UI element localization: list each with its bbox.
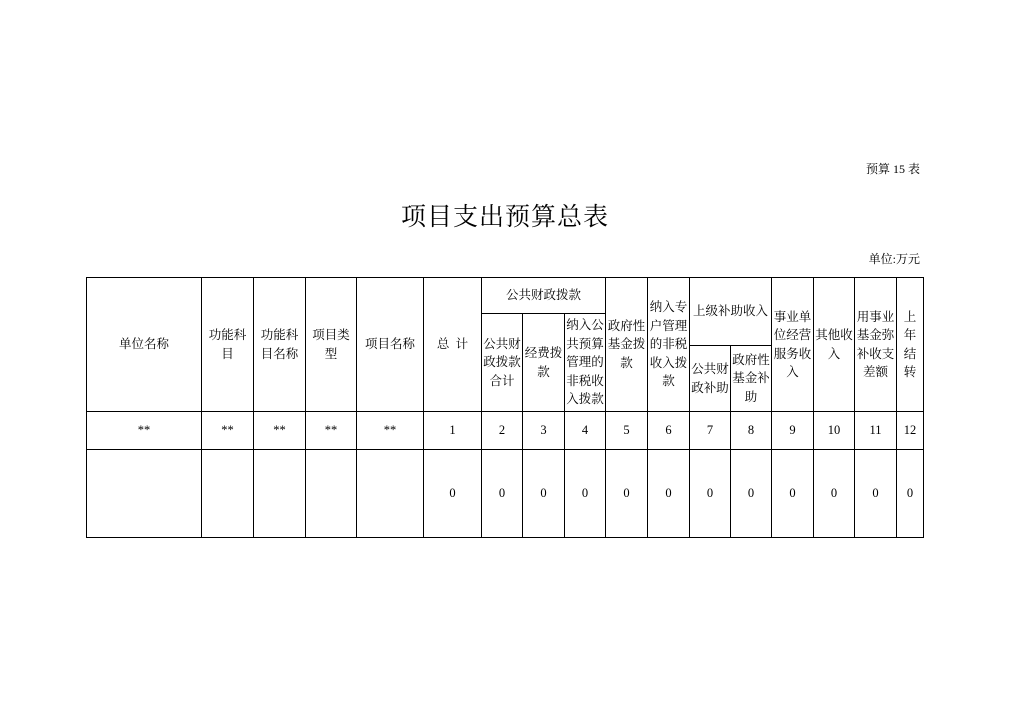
index-cell: 3: [523, 412, 565, 450]
header-public-finance-subtotal: [482, 314, 523, 412]
budget-table: [86, 277, 924, 538]
header-label: 公共财政拨款合计: [483, 336, 521, 388]
amount-cell: 0: [523, 450, 565, 538]
header-label: 功能科目名称: [260, 328, 299, 361]
header-label: 上级补助收入: [693, 304, 769, 319]
index-cell: **: [87, 412, 202, 450]
header-superior-public-finance: [690, 346, 731, 412]
project-name-cell: [357, 450, 424, 538]
index-row: [87, 412, 924, 450]
header-label: 上年结转: [903, 309, 917, 379]
header-label: 政府性基金拨款: [607, 318, 646, 370]
header-business-income: [772, 278, 814, 412]
unit-name-cell: [87, 450, 202, 538]
function-name-cell: [254, 450, 306, 538]
unit-label: 单位:万元: [868, 252, 920, 266]
header-unit-name: [87, 278, 202, 412]
header-public-finance-group: [482, 278, 606, 314]
index-cell: 10: [814, 412, 855, 450]
header-label: 事业单位经营服务收入: [773, 309, 812, 379]
index-cell: 1: [424, 412, 482, 450]
header-function-name: [254, 278, 306, 412]
header-label: 功能科目: [208, 328, 247, 361]
header-label: 总 计: [436, 337, 469, 352]
header-label: 项目类型: [312, 328, 350, 361]
index-cell: 7: [690, 412, 731, 450]
index-cell: 12: [897, 412, 924, 450]
table-code-label: 预算 15 表: [865, 162, 920, 176]
header-label: 单位名称: [118, 337, 169, 352]
header-other-income: [814, 278, 855, 412]
header-label: 用事业基金弥补收支差额: [856, 309, 895, 379]
header-label: 纳入公共预算管理的非税收入拨款: [566, 318, 604, 407]
data-row: [87, 450, 924, 538]
index-cell: **: [357, 412, 424, 450]
amount-cell: 0: [482, 450, 523, 538]
amount-cell: 0: [648, 450, 690, 538]
function-code-cell: [202, 450, 254, 538]
header-label: 公共财政拨款: [506, 288, 582, 303]
amount-cell: 0: [424, 450, 482, 538]
index-cell: 5: [606, 412, 648, 450]
amount-cell: 0: [814, 450, 855, 538]
index-cell: **: [202, 412, 254, 450]
amount-cell: 0: [772, 450, 814, 538]
amount-cell: 0: [565, 450, 606, 538]
header-label: 政府性基金补助: [732, 352, 770, 404]
header-label: 项目名称: [364, 337, 415, 352]
header-label: 公共财政补助: [691, 362, 729, 395]
amount-cell: 0: [606, 450, 648, 538]
index-cell: 11: [855, 412, 897, 450]
header-project-name: [357, 278, 424, 412]
project-type-cell: [306, 450, 357, 538]
header-non-tax-special: [648, 278, 690, 412]
table-body: [87, 412, 924, 538]
amount-cell: 0: [731, 450, 772, 538]
index-cell: **: [306, 412, 357, 450]
header-label: 其他收入: [815, 328, 853, 361]
header-fund-supplement: [855, 278, 897, 412]
index-cell: 6: [648, 412, 690, 450]
header-funding-allocation: [523, 314, 565, 412]
header-project-type: [306, 278, 357, 412]
header-function-code: [202, 278, 254, 412]
header-superior-gov-fund: [731, 346, 772, 412]
header-row-1: [87, 278, 924, 314]
amount-cell: 0: [897, 450, 924, 538]
index-cell: 4: [565, 412, 606, 450]
header-superior-subsidy-group: [690, 278, 772, 346]
header-carryover: [897, 278, 924, 412]
header-gov-fund: [606, 278, 648, 412]
header-label: 经费拨款: [524, 346, 563, 379]
page-title: 项目支出预算总表: [400, 202, 609, 231]
table-header: [87, 278, 924, 412]
amount-cell: 0: [690, 450, 731, 538]
index-cell: **: [254, 412, 306, 450]
header-non-tax-budget: [565, 314, 606, 412]
index-cell: 2: [482, 412, 523, 450]
header-label: 纳入专户管理的非税收入拨款: [649, 300, 688, 389]
index-cell: 9: [772, 412, 814, 450]
amount-cell: 0: [855, 450, 897, 538]
index-cell: 8: [731, 412, 772, 450]
header-total: [424, 278, 482, 412]
